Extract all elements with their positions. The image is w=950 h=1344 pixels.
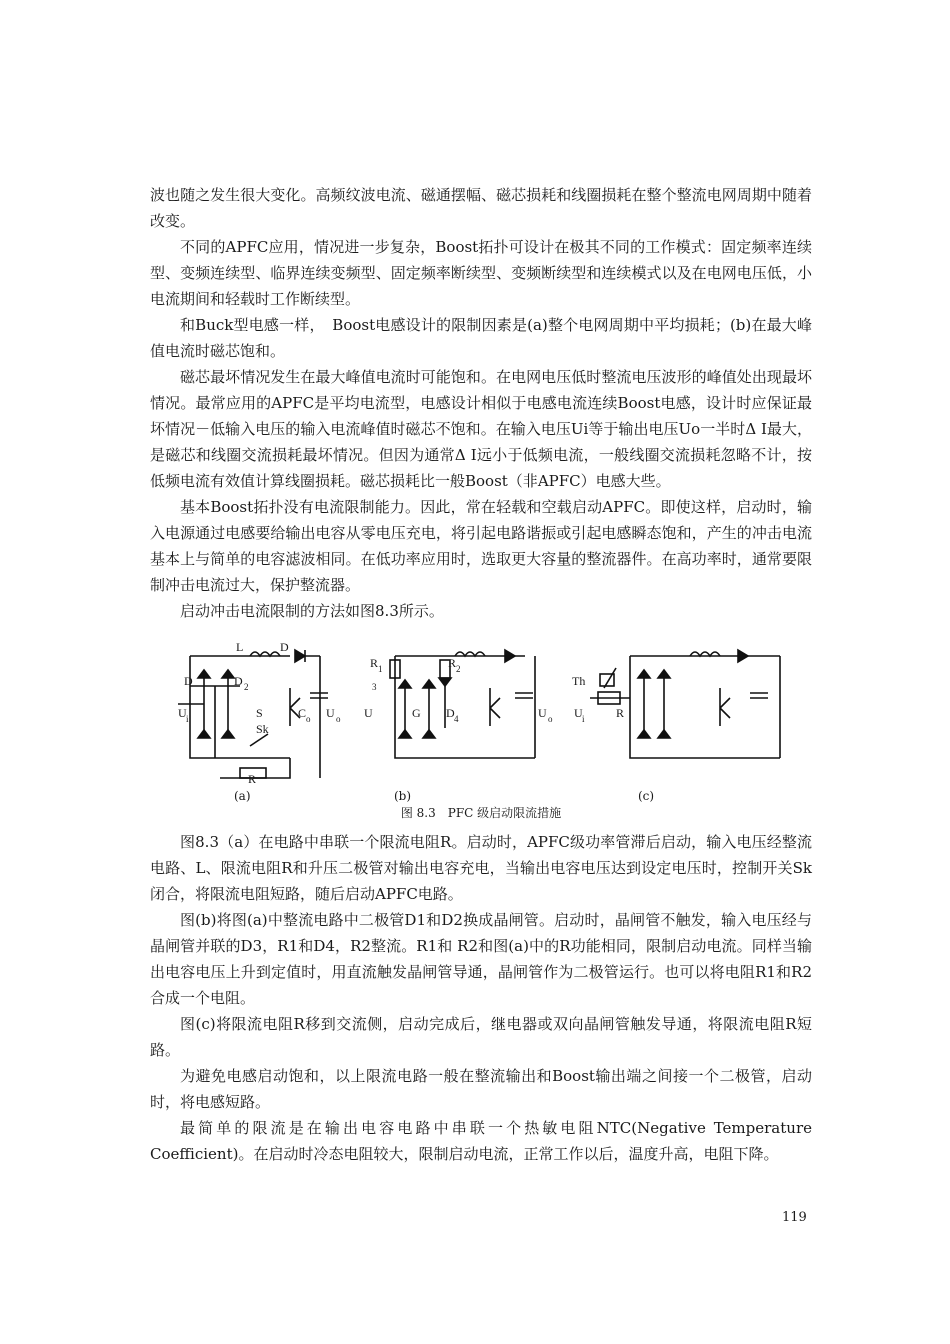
circuit-label: U [364, 706, 373, 720]
circuit-label: 1 [378, 664, 383, 674]
circuit-label: U [574, 706, 583, 720]
circuit-label: R [448, 656, 457, 670]
circuit-diagrams [150, 638, 812, 788]
circuit-label: Sk [256, 722, 269, 736]
circuit-label: o [336, 714, 341, 724]
text-block-top [150, 182, 812, 624]
subfigure-label-b: (b) [394, 789, 412, 803]
circuit-label: R [370, 656, 379, 670]
circuit-c [590, 650, 780, 758]
paragraph: 启动冲击电流限制的方法如图8.3所示。 [180, 602, 444, 620]
circuit-label: U [178, 706, 187, 720]
subfigure-label-c: (c) [638, 789, 655, 803]
paragraph: 为避免电感启动饱和，以上限流电路一般在整流输出和Boost输出端之间接一个二极管，启动时，将电感短路。 [150, 1067, 812, 1111]
circuit-label: D [280, 640, 289, 654]
page-number: 119 [782, 1210, 807, 1225]
text-block-bottom [150, 829, 812, 1167]
circuit-label: D [184, 674, 193, 688]
paragraph: 波也随之发生很大变化。高频纹波电流、磁通摆幅、磁芯损耗和线圈损耗在整个整流电网周期中随着改变。 [150, 186, 812, 230]
circuit-label: G [412, 706, 421, 720]
paragraph: 图(c)将限流电阻R移到交流侧，启动完成后，继电器或双向晶闸管触发导通，将限流电阻R短路。 [150, 1015, 812, 1059]
circuit-label: i [186, 714, 189, 724]
subfigure-label-a: (a) [234, 789, 251, 803]
circuit-label: R [616, 706, 625, 720]
circuit-label: o [306, 714, 311, 724]
paragraph: 图8.3（a）在电路中串联一个限流电阻R。启动时，APFC级功率管滞后启动，输入电压经整流电路、L、限流电阻R和升压二极管对输出电容充电，当输出电容电压达到设定电压时，控制开关Sk闭合，将限流电阻短路，随后启动APFC电路。 [150, 833, 812, 903]
circuit-label: S [256, 706, 263, 720]
figure-8-3 [150, 638, 812, 828]
circuit-label: D [446, 706, 455, 720]
paragraph: 图(b)将图(a)中整流电路中二极管D1和D2换成晶闸管。启动时，晶闸管不触发，输入电压经与晶闸管并联的D3，R1和D4，R2整流。R1和 R2和图(a)中的R功能相同，限制启动电流。同样当输出电容电压上升到定值时，用直流触发晶闸管导通，晶闸管作为二极管运行。也可以将电阻R1和R2合成一个电阻。 [150, 911, 812, 1007]
paragraph: 不同的APFC应用，情况进一步复杂，Boost拓扑可设计在极其不同的工作模式：固定频率连续型、变频连续型、临界连续变频型、固定频率断续型、变频断续型和连续模式以及在电网电压低，小电流期间和轻载时工作断续型。 [150, 238, 812, 308]
paragraph: 最简单的限流是在输出电容电路中串联一个热敏电阻NTC(Negative Temperature Coefficient)。在启动时冷态电阻较大，限制启动电流，正常工作以后，温度升高，电阻下降。 [150, 1119, 812, 1163]
paragraph: 基本Boost拓扑没有电流限制能力。因此，常在轻载和空载启动APFC。即使这样，启动时，输入电源通过电感要给输出电容从零电压充电，将引起电路谐振或引起电感瞬态饱和，产生的冲击电流基本上与简单的电容滤波相同。在低功率应用时，选取更大容量的整流器件。在高功率时，通常要限制冲击电流过大，保护整流器。 [150, 498, 812, 594]
circuit-label: i [582, 714, 585, 724]
circuit-label: 3 [372, 682, 377, 692]
circuit-label: Th [572, 674, 586, 688]
circuit-label: L [236, 640, 244, 654]
circuit-label: R [248, 772, 257, 786]
paragraph: 磁芯最坏情况发生在最大峰值电流时可能饱和。在电网电压低时整流电压波形的峰值处出现最坏情况。最常应用的APFC是平均电流型，电感设计相似于电感电流连续Boost电感，设计时应保证最坏情况－低输入电压的输入电流峰值时磁芯不饱和。在输入电压Ui等于输出电压Uo一半时Δ I最大，是磁芯和线圈交流损耗最坏情况。但因为通常Δ I远小于低频电流，一般线圈交流损耗忽略不计，按低频电流有效值计算线圈损耗。磁芯损耗比一般Boost（非APFC）电感大些。 [150, 368, 812, 490]
circuit-label: U [538, 706, 547, 720]
circuit-label: 2 [244, 682, 249, 692]
circuit-label: 4 [454, 714, 459, 724]
circuit-label: 2 [456, 664, 461, 674]
paragraph: 和Buck型电感一样， Boost电感设计的限制因素是(a)整个电网周期中平均损耗；(b)在最大峰值电流时磁芯饱和。 [150, 316, 812, 360]
figure-caption: 图 8.3 PFC 级启动限流措施 [400, 806, 562, 820]
circuit-b [390, 650, 535, 758]
circuit-label: o [548, 714, 553, 724]
circuit-label: D [234, 674, 243, 688]
circuit-label: U [326, 706, 335, 720]
circuit-label: C [298, 706, 307, 720]
